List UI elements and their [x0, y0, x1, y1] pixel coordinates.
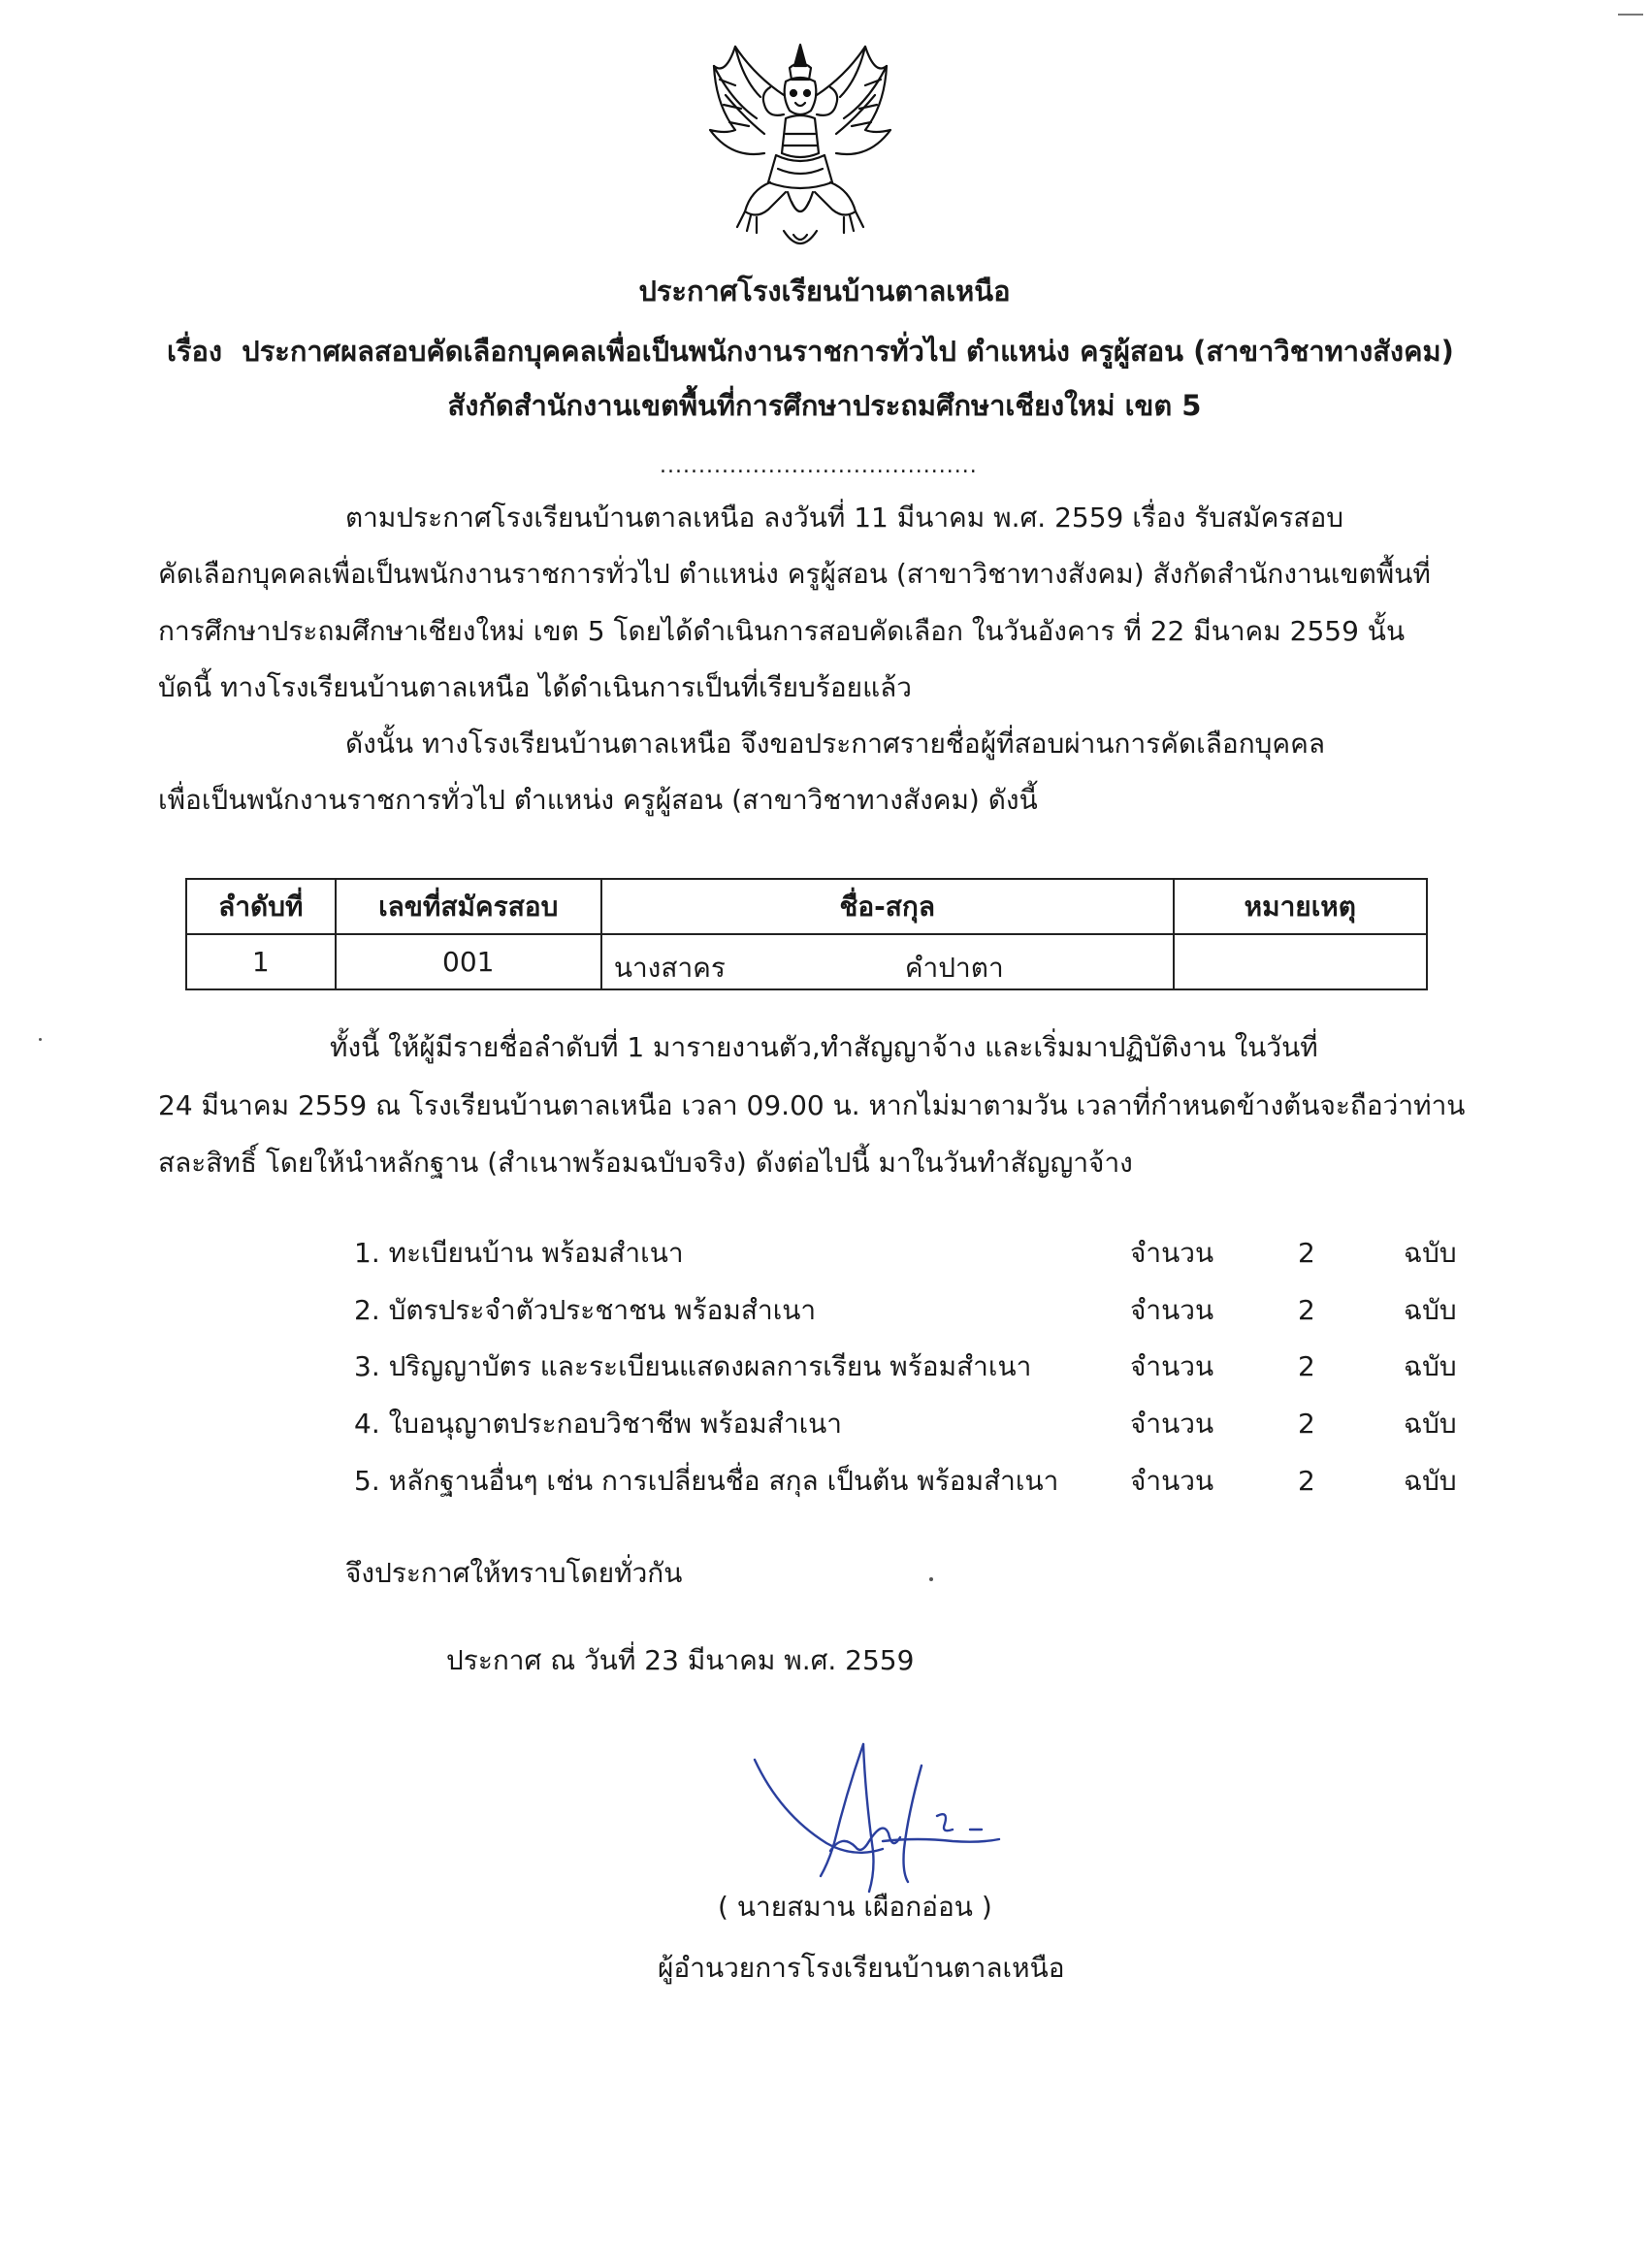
- quantity-value: 2: [1298, 1408, 1315, 1440]
- quantity-value: 2: [1298, 1237, 1315, 1269]
- paragraph-1-line-2: คัดเลือกบุคคลเพื่อเป็นพนักงานราชการทั่วไป ตำแหน่ง ครูผู้สอน (สาขาวิชาทางสังคม) สังกัดสำนักงานเขตพื้นที่: [158, 558, 1431, 590]
- paragraph-1-line-3: การศึกษาประถมศึกษาเชียงใหม่ เขต 5 โดยได้ดำเนินการสอบคัดเลือก ในวันอังคาร ที่ 22 มีนาคม 2559 นั้น: [158, 615, 1406, 647]
- document-name: 3. ปริญญาบัตร และระเบียนแสดงผลการเรียน พร้อมสำเนา: [354, 1350, 1032, 1382]
- table-row: [186, 934, 1427, 989]
- subject-text: ประกาศผลสอบคัดเลือกบุคคลเพื่อเป็นพนักงานราชการทั่วไป ตำแหน่ง ครูผู้สอน (สาขาวิชาทางสังคม): [242, 335, 1454, 368]
- signer-name: ( นายสมาน เผือกอ่อน ): [718, 1891, 992, 1923]
- cell-applicant-no: 001: [336, 934, 601, 989]
- quantity-unit: ฉบับ: [1404, 1350, 1457, 1382]
- paragraph-1-line-1: ตามประกาศโรงเรียนบ้านตาลเหนือ ลงวันที่ 11 มีนาคม พ.ศ. 2559 เรื่อง รับสมัครสอบ: [345, 502, 1344, 534]
- announcement-subject: [167, 335, 1454, 368]
- cell-last-name: คำปาตา: [904, 952, 1004, 984]
- separator-dots: .........................................: [660, 454, 978, 478]
- quantity-unit: ฉบับ: [1404, 1465, 1457, 1497]
- announcement-title: ประกาศโรงเรียนบ้านตาลเหนือ: [638, 275, 1011, 308]
- scan-edge-mark: [1618, 14, 1643, 16]
- scan-speck: [39, 1038, 42, 1041]
- paragraph-2-line-2: เพื่อเป็นพนักงานราชการทั่วไป ตำแหน่ง ครูผู้สอน (สาขาวิชาทางสังคม) ดังนี้: [158, 784, 1038, 816]
- table-header-row: [186, 879, 1427, 934]
- quantity-unit: ฉบับ: [1404, 1294, 1457, 1326]
- quantity-label: จำนวน: [1130, 1237, 1214, 1269]
- cell-remark: [1174, 934, 1427, 989]
- announcement-date: ประกาศ ณ วันที่ 23 มีนาคม พ.ศ. 2559: [446, 1644, 915, 1676]
- document-name: 1. ทะเบียนบ้าน พร้อมสำเนา: [354, 1237, 684, 1269]
- scan-speck: [929, 1577, 933, 1581]
- document-name: 4. ใบอนุญาตประกอบวิชาชีพ พร้อมสำเนา: [354, 1408, 843, 1440]
- document-name: 5. หลักฐานอื่นๆ เช่น การเปลี่ยนชื่อ สกุล เป็นต้น พร้อมสำเนา: [354, 1465, 1059, 1497]
- cell-full-name: [601, 934, 1174, 989]
- quantity-unit: ฉบับ: [1404, 1237, 1457, 1269]
- paragraph-3-line-2: 24 มีนาคม 2559 ณ โรงเรียนบ้านตาลเหนือ เวลา 09.00 น. หากไม่มาตามวัน เวลาที่กำหนดข้างต้นจะถือว่าท่าน: [158, 1089, 1466, 1121]
- garuda-emblem-icon: [696, 37, 904, 260]
- header-remark: หมายเหตุ: [1174, 879, 1427, 934]
- cell-first-name: นางสาคร: [613, 952, 726, 984]
- quantity-label: จำนวน: [1130, 1408, 1214, 1440]
- quantity-value: 2: [1298, 1294, 1315, 1326]
- cell-order: 1: [186, 934, 336, 989]
- paragraph-2-line-1: ดังนั้น ทางโรงเรียนบ้านตาลเหนือ จึงขอประกาศรายชื่อผู้ที่สอบผ่านการคัดเลือกบุคคล: [345, 728, 1326, 760]
- header-full-name: ชื่อ-สกุล: [601, 879, 1174, 934]
- subject-affiliation: สังกัดสำนักงานเขตพื้นที่การศึกษาประถมศึกษาเชียงใหม่ เขต 5: [447, 389, 1202, 422]
- quantity-label: จำนวน: [1130, 1465, 1214, 1497]
- paragraph-3-line-3: สละสิทธิ์ โดยให้นำหลักฐาน (สำเนาพร้อมฉบับจริง) ดังต่อไปนี้ มาในวันทำสัญญาจ้าง: [158, 1147, 1133, 1179]
- paragraph-3-line-1: ทั้งนี้ ให้ผู้มีรายชื่อลำดับที่ 1 มารายงานตัว,ทำสัญญาจ้าง และเริ่มมาปฏิบัติงาน ในวันที่: [330, 1031, 1318, 1063]
- result-table: [185, 878, 1428, 990]
- paragraph-1-line-4: บัดนี้ ทางโรงเรียนบ้านตาลเหนือ ได้ดำเนินการเป็นที่เรียบร้อยแล้ว: [158, 671, 912, 703]
- closing-notice: จึงประกาศให้ทราบโดยทั่วกัน: [345, 1557, 683, 1589]
- subject-label: เรื่อง: [167, 335, 223, 368]
- quantity-label: จำนวน: [1130, 1350, 1214, 1382]
- quantity-label: จำนวน: [1130, 1294, 1214, 1326]
- quantity-unit: ฉบับ: [1404, 1408, 1457, 1440]
- header-applicant-no: เลขที่สมัครสอบ: [336, 879, 601, 934]
- signer-title: ผู้อำนวยการโรงเรียนบ้านตาลเหนือ: [658, 1952, 1065, 1984]
- quantity-value: 2: [1298, 1350, 1315, 1382]
- document-name: 2. บัตรประจำตัวประชาชน พร้อมสำเนา: [354, 1294, 817, 1326]
- header-order: ลำดับที่: [186, 879, 336, 934]
- quantity-value: 2: [1298, 1465, 1315, 1497]
